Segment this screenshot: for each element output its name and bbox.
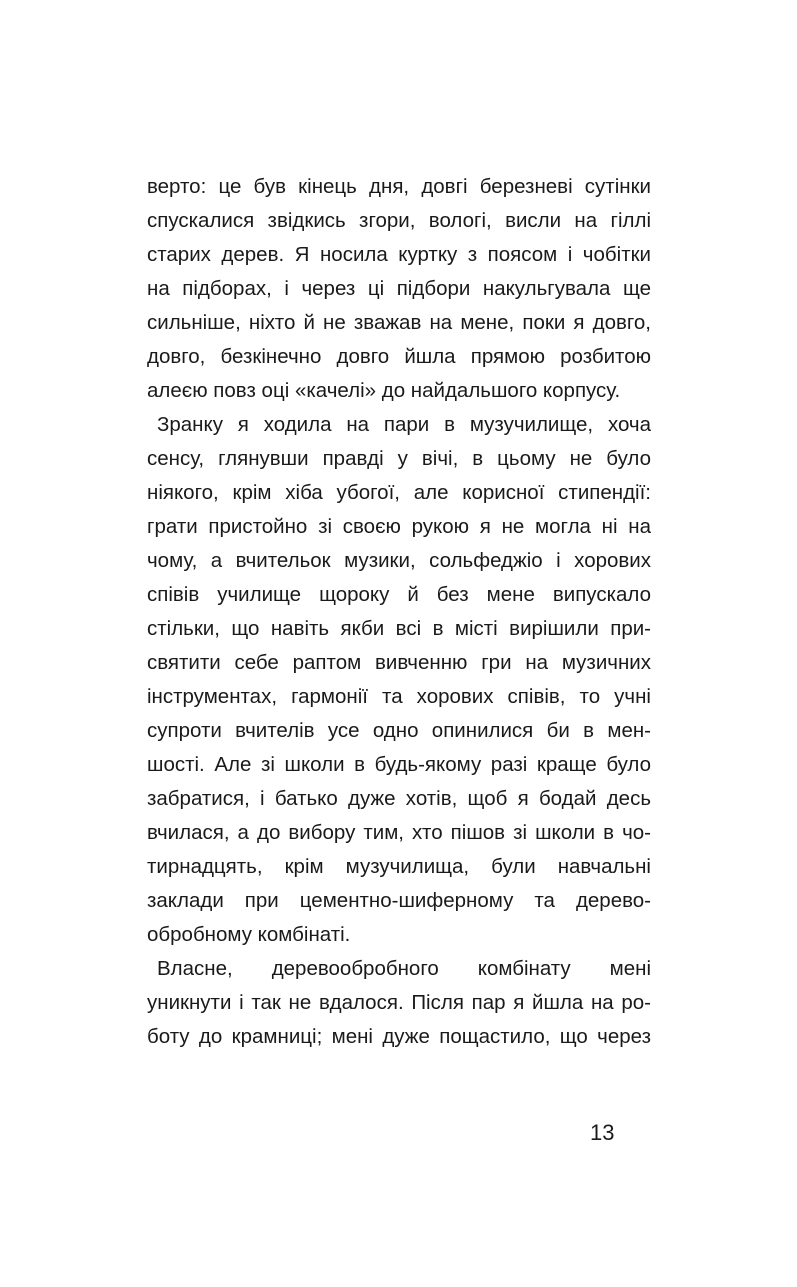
text-line: забратися, і батько дуже хотів, щоб я бодай десь — [147, 787, 651, 810]
text-line: сенсу, глянувши правді у вічі, в цьому не було — [147, 447, 651, 470]
text-line: Власне, деревообробного комбінату мені — [157, 957, 651, 980]
text-line: на підборах, і через ці підбори накульгувала ще — [147, 277, 651, 300]
text-line: спускалися звідкись згори, вологі, висли на гіллі — [147, 209, 651, 232]
body-text — [147, 170, 651, 1054]
text-line: верто: це був кінець дня, довгі березневі сутінки — [147, 175, 651, 198]
text-line: заклади при цементно-шиферному та дерево- — [147, 889, 651, 912]
text-line: сильніше, ніхто й не зважав на мене, поки я довго, — [147, 311, 651, 334]
text-line: боту до крамниці; мені дуже пощастило, що через — [147, 1025, 651, 1048]
text-line: грати пристойно зі своєю рукою я не могла ні на — [147, 515, 651, 538]
text-line: чому, а вчительок музики, сольфеджіо і хорових — [147, 549, 651, 572]
text-line: довго, безкінечно довго йшла прямою розбитою — [147, 345, 651, 368]
text-line: обробному комбінаті. — [147, 923, 351, 946]
page-number: 13 — [590, 1120, 615, 1145]
text-line: святити себе раптом вивченню гри на музичних — [147, 651, 651, 674]
text-line: співів училище щороку й без мене випускало — [147, 583, 651, 606]
text-line: старих дерев. Я носила куртку з поясом і чобітки — [147, 243, 651, 266]
text-line: ніякого, крім хіба убогої, але корисної стипендії: — [147, 481, 651, 504]
text-line: Зранку я ходила на пари в музучилище, хоча — [157, 413, 651, 436]
text-line: уникнути і так не вдалося. Після пар я йшла на ро- — [147, 991, 651, 1014]
text-line: вчилася, а до вибору тим, хто пішов зі школи в чо- — [147, 821, 651, 844]
text-line: супроти вчителів усе одно опинилися би в мен- — [147, 719, 651, 742]
text-line: інструментах, гармонії та хорових співів, то учні — [147, 685, 651, 708]
text-line: тирнадцять, крім музучилища, були навчальні — [147, 855, 651, 878]
text-line: алеєю повз оці «качелі» до найдальшого корпусу. — [147, 379, 621, 402]
text-line: стільки, що навіть якби всі в місті вирішили при- — [147, 617, 651, 640]
text-line: шості. Але зі школи в будь-якому разі краще було — [147, 753, 651, 776]
